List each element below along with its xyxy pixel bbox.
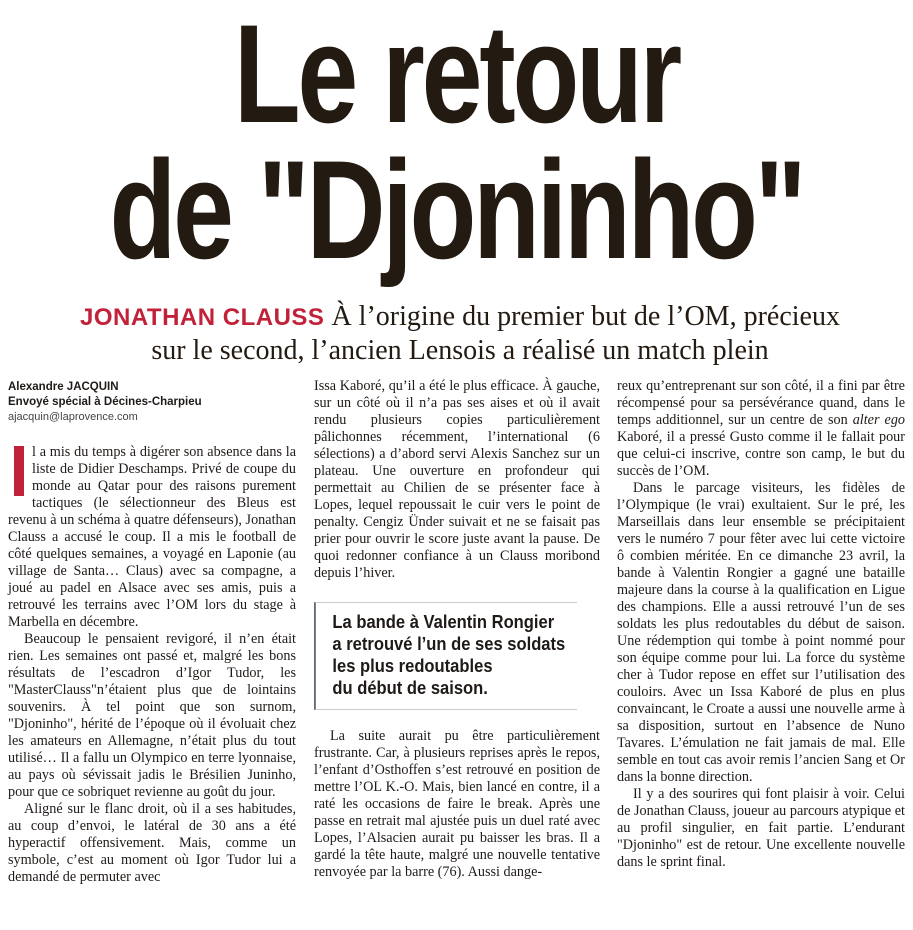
byline-author: Alexandre JACQUIN (8, 381, 119, 393)
article-column-1 (8, 444, 296, 886)
paragraph (617, 378, 905, 480)
paragraph: Aligné sur le flanc droit, où il a ses habitudes, au coup d’envoi, le latéral de 30 ans a été hyperactif offensivement. Mais, comme un symbole, c’est au moment où Igor Tudor lui a demandé de permuter avec (8, 801, 296, 885)
paragraph (8, 444, 296, 631)
paragraph-italic: alter ego (852, 412, 906, 428)
drop-cap (14, 446, 24, 496)
pull-quote-line: La bande à Valentin Rongier (332, 612, 555, 632)
byline (8, 380, 298, 425)
paragraph: Il y a des sourires qui font plaisir à voir. Celui de Jonathan Clauss, joueur au parcours atypique et au profil singulier, en fait partie. L’endurant "Djoninho" est de retour. Une excellente nouvelle dans le sprint final. (617, 786, 905, 870)
deck-text: À l’origine du premier but de l’OM, précieux sur le second, l’ancien Lensois a réalisé un match plein (151, 301, 840, 366)
byline-role: Envoyé spécial à Décines-Charpieu (8, 396, 202, 408)
pull-quote-line: a retrouvé l’un de ses soldats (332, 634, 566, 654)
deck (60, 300, 860, 367)
pull-quote-line: du début de saison. (332, 678, 488, 698)
byline-email: ajacquin@laprovence.com (8, 411, 138, 423)
pull-quote (314, 602, 577, 710)
paragraph-text: Kaboré, il a pressé Gusto comme il le fallait pour que celui-ci inscrive, contre son camp, le but du succès de l’OM. (617, 429, 905, 479)
headline-line-2: de "Djoninho" (109, 131, 804, 288)
article-column-2 (314, 378, 600, 881)
paragraph-text: l a mis du temps à digérer son absence dans la liste de Didier Deschamps. Privé de coupe du monde au Qatar pour des raisons purement tactiques (le sélectionneur des Bleus est revenu à un schéma à quatre défenseurs), Jonathan Clauss a accusé le coup. Il a mis le football de côté quelques semaines, a voyagé en Laponie (au village de Santa… Claus) avec sa compagne, a joué au padel en Alsace avec ses amis, puis a retrouvé les terrains avec l’OM lors du stage à Marbella en décembre. (8, 444, 296, 630)
paragraph-text: reux qu’entreprenant sur son côté, il a fini par être récompensé pour sa persévérance quand, dans le temps additionnel, sur un centre de son (617, 378, 905, 428)
paragraph: Beaucoup le pensaient revigoré, il n’en était rien. Les semaines ont passé et, malgré les bons résultats de l’escadron d’Igor Tudor, les "MasterClauss"n’étaient plus que de lointains souvenirs. À tel point que son surnom, "Djoninho", hérité de l’époque où il évoluait chez les amateurs en Allemagne, n’était plus du tout utilisé… Il a fallu un Olympico en terre lyonnaise, au pays où sévissait jadis le Brésilien Juninho, pour que ce sobriquet revienne au goût du jour. (8, 631, 296, 800)
paragraph: La suite aurait pu être particulièrement frustrante. Car, à plusieurs reprises après le repos, l’enfant d’Osthoffen s’est retrouvé en position de mettre l’OL K.-O. Mais, bien lancé en contre, il a raté les occasions de faire le break. Après une passe en retrait mal ajustée puis un duel raté avec Lopes, l’Alsacien aurait pu baisser les bras. Il a gardé la tête haute, malgré une nouvelle tentative renvoyée par la barre (76). Aussi dange- (314, 728, 600, 880)
pull-quote-line: les plus redoutables (332, 656, 493, 676)
paragraph: Issa Kaboré, qu’il a été le plus efficace. À gauche, sur un côté où il n’a pas ses aises et où il avait rendu plusieurs copies particulièrement pâlichonnes récemment, l’international (6 sélections) a d’abord servi Alexis Sanchez sur un plateau. Une ouverture en profondeur qui permettait au Chilien de se présenter face à Lopes, lequel repoussait le cuir vers le point de penalty. Cengiz Ünder suivait et ne se faisait pas prier pour ouvrir le score juste avant la pause. De quoi redonner confiance à un Clauss moribond depuis l’hiver. (314, 378, 600, 581)
article-column-3 (617, 378, 905, 871)
deck-kicker: JONATHAN CLAUSS (80, 304, 325, 331)
paragraph: Dans le parcage visiteurs, les fidèles de l’Olympique (le vrai) exultaient. Sur le pré, les Marseillais dans leur ensemble se précipitaient vers le numéro 7 pour fêter avec lui cette victoire ô combien méritée. En ce dimanche 23 avril, la bande à Valentin Rongier a gagné une bataille majeure dans la course à la qualification en Ligue des champions. Elle a aussi retrouvé l’un de ses soldats les plus redoutables du début de saison. Une rédemption qui tombe à point nommé pour son équipe comme pour lui. La force du système cher à Tudor repose en effet sur l’utilisation des couloirs. Avec un Issa Kaboré de plus en plus convaincant, le Croate a aussi une nouvelle arme à sa disposition, surtout en l’absence de Nuno Tavares. L’émulation ne fait jamais de mal. Elle semble en tout cas avoir remis l’ancien Sang et Or dans la bonne direction. (617, 480, 905, 785)
headline-line-1: Le retour (233, 0, 680, 152)
